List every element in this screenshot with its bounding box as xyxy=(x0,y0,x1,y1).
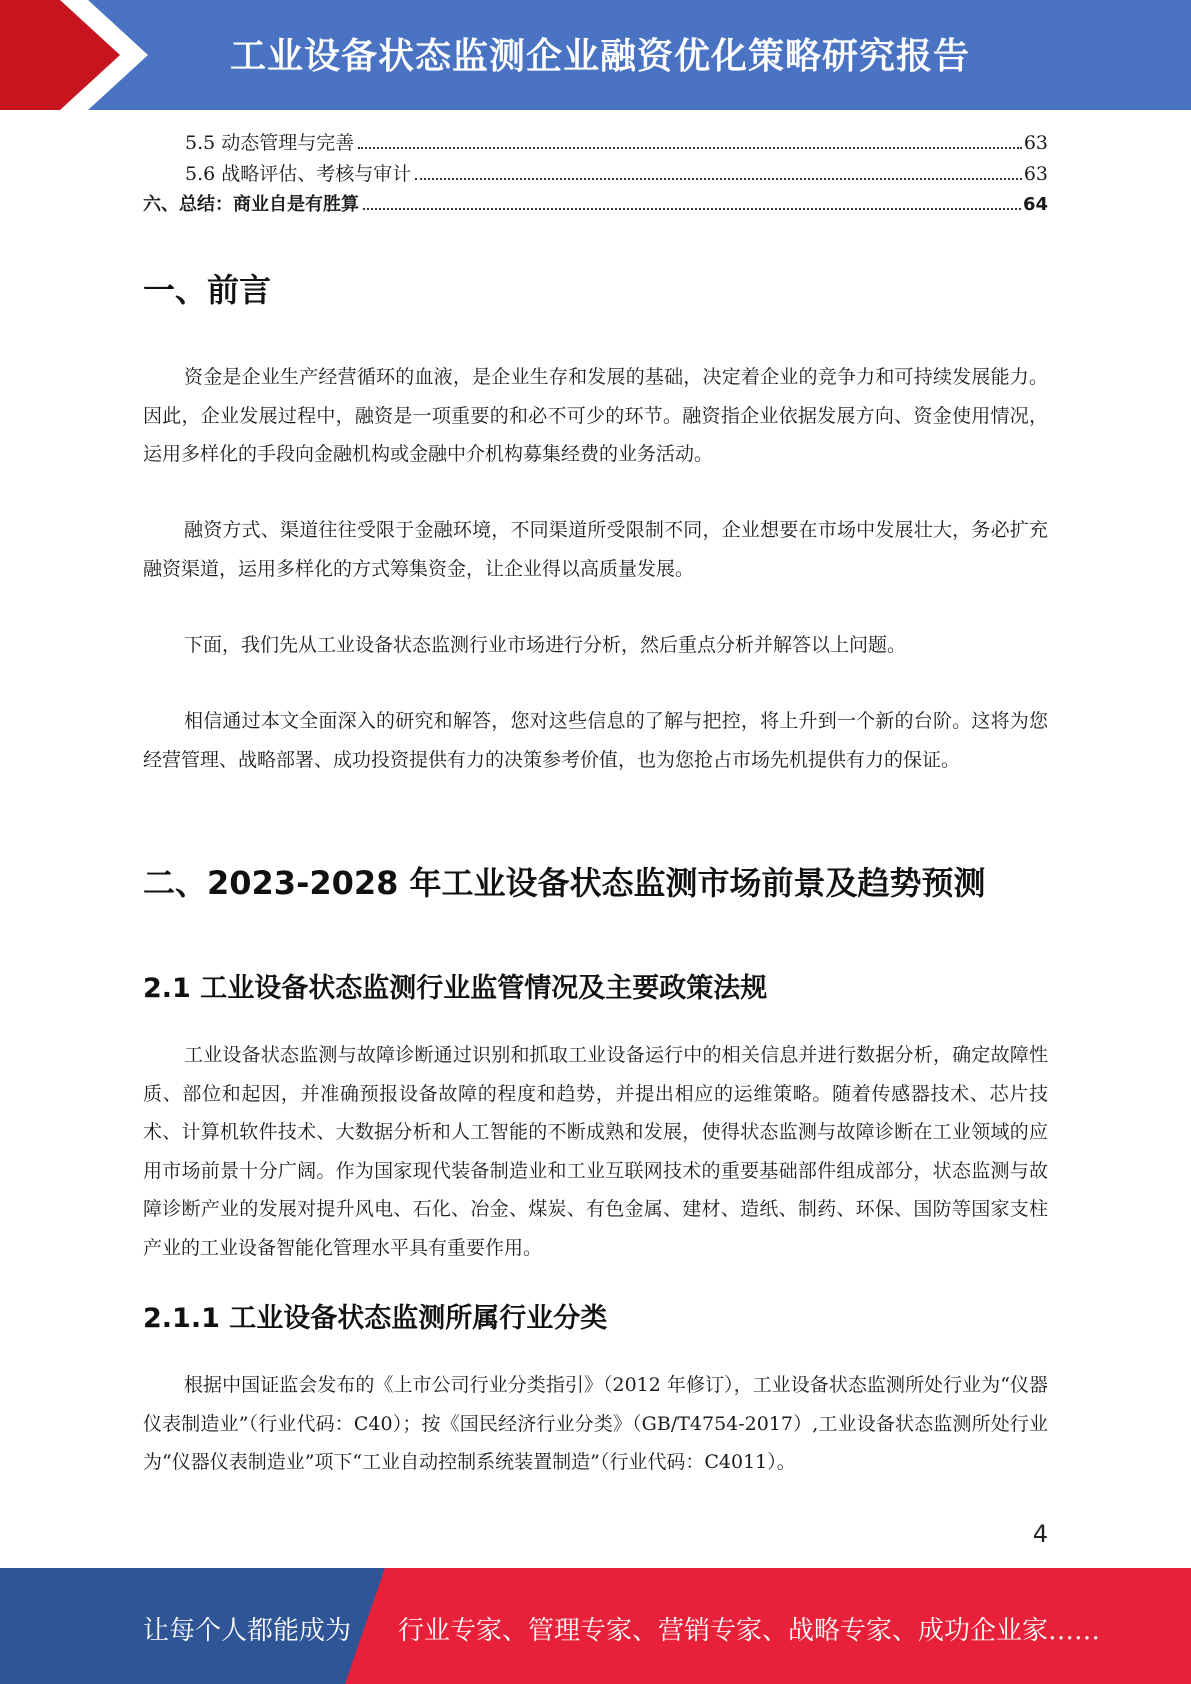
report-title: 工业设备状态监测企业融资优化策略研究报告 xyxy=(230,36,971,77)
toc-entry-page: 63 xyxy=(1023,163,1048,185)
subsection-heading-industry-classification: 2.1.1 工业设备状态监测所属行业分类 xyxy=(143,1303,608,1334)
toc-entry-label: 5.6 战略评估、考核与审计 xyxy=(185,163,412,185)
toc-entry[interactable] xyxy=(143,190,1048,221)
page-footer xyxy=(0,1568,1191,1684)
page-header xyxy=(0,0,1191,110)
paragraph: 相信通过本文全面深入的研究和解答，您对这些信息的了解与把控，将上升到一个新的台阶。这将为您经营管理、战略部署、成功投资提供有力的决策参考价值，也为您抢占市场先机提供有力的保证。 xyxy=(143,710,1048,771)
paragraph: 下面，我们先从工业设备状态监测行业市场进行分析，然后重点分析并解答以上问题。 xyxy=(184,634,907,656)
paragraph: 根据中国证监会发布的《上市公司行业分类指引》（2012 年修订），工业设备状态监测所处行业为“仪器仪表制造业”（行业代码：C40）；按《国民经济行业分类》（GB/T4754-2017）,工业设备状态监测所处行业为“仪器仪表制造业”项下“工业自动控制系统装置制造”（行业代码：C4011）。 xyxy=(143,1374,1048,1473)
toc-entry-page: 63 xyxy=(1023,132,1048,154)
toc-leader-dots xyxy=(358,147,1022,149)
paragraph: 工业设备状态监测与故障诊断通过识别和抓取工业设备运行中的相关信息并进行数据分析，确定故障性质、部位和起因，并准确预报设备故障的程度和趋势，并提出相应的运维策略。随着传感器技术、芯片技术、计算机软件技术、大数据分析和人工智能的不断成熟和发展，使得状态监测与故障诊断在工业领域的应用市场前景十分广阔。作为国家现代装备制造业和工业互联网技术的重要基础部件组成部分，状态监测与故障诊断产业的发展对提升风电、石化、冶金、煤炭、有色金属、建材、造纸、制药、环保、国防等国家支柱产业的工业设备智能化管理水平具有重要作用。 xyxy=(143,1044,1048,1259)
table-of-contents xyxy=(143,128,1048,221)
section-heading-market-outlook: 二、2023-2028 年工业设备状态监测市场前景及趋势预测 xyxy=(143,864,986,902)
toc-leader-dots xyxy=(363,208,1021,210)
section-heading-preface: 一、前言 xyxy=(143,271,272,309)
page-number: 4 xyxy=(1032,1520,1048,1548)
paragraph: 融资方式、渠道往往受限于金融环境，不同渠道所受限制不同，企业想要在市场中发展壮大，务必扩充融资渠道，运用多样化的方式筹集资金，让企业得以高质量发展。 xyxy=(143,519,1048,580)
toc-entry[interactable] xyxy=(143,128,1048,159)
toc-leader-dots xyxy=(415,178,1022,180)
toc-entry[interactable] xyxy=(143,159,1048,190)
toc-entry-label: 5.5 动态管理与完善 xyxy=(185,132,355,154)
footer-slogan-right: 行业专家、管理专家、营销专家、战略专家、成功企业家…… xyxy=(398,1616,1101,1646)
footer-slogan-left: 让每个人都能成为 xyxy=(143,1616,352,1646)
paragraph: 资金是企业生产经营循环的血液，是企业生存和发展的基础，决定着企业的竞争力和可持续发展能力。因此，企业发展过程中，融资是一项重要的和必不可少的环节。融资指企业依据发展方向、资金使用情况，运用多样化的手段向金融机构或金融中介机构募集经费的业务活动。 xyxy=(143,366,1048,465)
toc-entry-page: 64 xyxy=(1022,194,1048,215)
toc-entry-label: 六、总结：商业自是有胜算 xyxy=(143,194,359,215)
subsection-heading-regulation: 2.1 工业设备状态监测行业监管情况及主要政策法规 xyxy=(143,973,768,1004)
